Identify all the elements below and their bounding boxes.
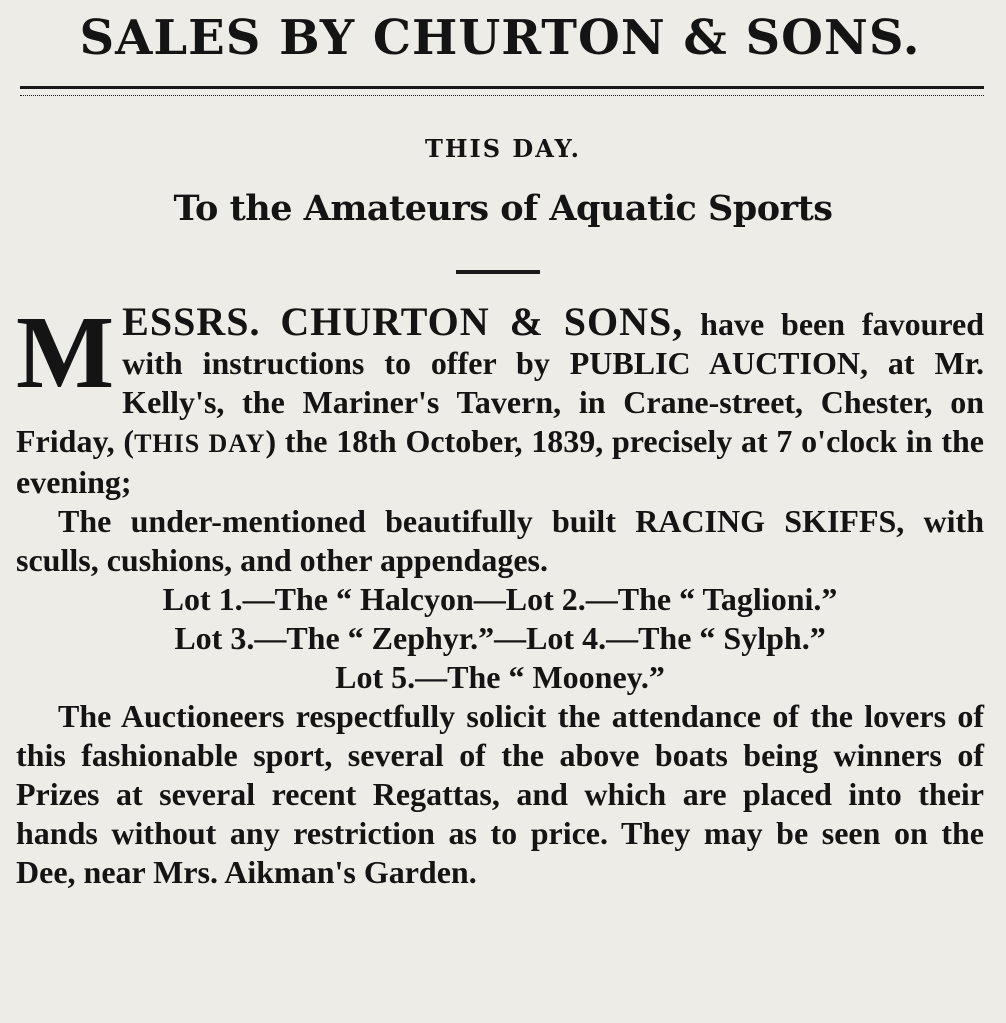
- header-rule: [20, 86, 984, 96]
- paragraph-announcement: [16, 295, 985, 502]
- lot-line: Lot 1.—The “ Halcyon—Lot 2.—The “ Taglioni.”: [162, 581, 838, 617]
- section-divider: [456, 270, 540, 274]
- announcement-text: have been favoured with instructions to offer by PUBLIC AUCTION, at Mr. Kelly's, the Mariner's Tavern, in Crane-street, Chester, on Friday, (: [16, 306, 984, 459]
- paragraph-skiffs: The under-mentioned beautifully built RACING SKIFFS, with sculls, cushions, and other appendages.: [16, 503, 984, 578]
- opening-words: ESSRS. CHURTON & SONS,: [122, 299, 684, 344]
- announcement-tail: ) the 18th October, 1839, precisely at 7 o'clock in the evening;: [16, 423, 985, 500]
- lot-line: Lot 5.—The “ Mooney.”: [335, 659, 665, 695]
- notice-body: [16, 295, 985, 892]
- this-day-label: THIS DAY.: [424, 134, 582, 163]
- drop-cap: M: [16, 295, 115, 410]
- lot-line: Lot 3.—The “ Zephyr.”—Lot 4.—The “ Sylph.”: [174, 620, 826, 656]
- notice-subtitle: To the Amateurs of Aquatic Sports: [173, 188, 833, 229]
- lots-list: [16, 580, 984, 697]
- page-title: SALES BY CHURTON & SONS.: [79, 10, 921, 66]
- paragraph-auctioneers: The Auctioneers respectfully solicit the attendance of the lovers of this fashionable sport, several of the above boats being winners of Prizes at several recent Regattas, and which are placed into their hands without any restriction as to price. They may be seen on the Dee, near Mrs. Aikman's Garden.: [16, 698, 984, 890]
- header: [16, 4, 984, 80]
- this-day-inline: THIS DAY: [134, 429, 266, 458]
